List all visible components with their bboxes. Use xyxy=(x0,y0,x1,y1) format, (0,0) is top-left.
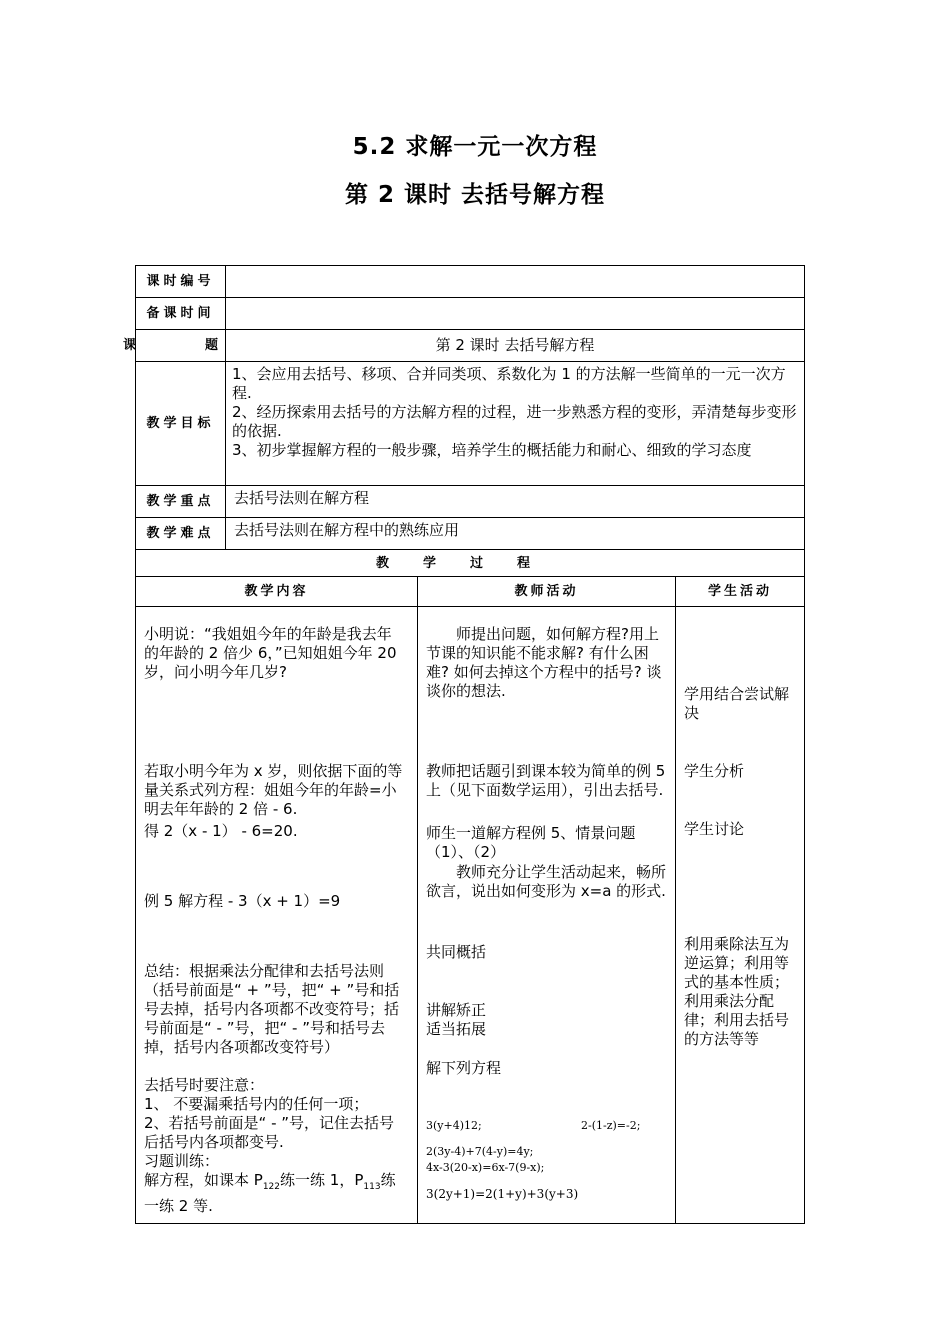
content-summary: 总结：根据乘法分配律和去括号法则（括号前面是“ + ”号，把“ + ”号和括号去掉，括号内各项都不改变符号；括号前面是“ - ”号，把“ - ”号和括号去掉，括号内各项都改变符号） xyxy=(144,962,400,1056)
teacher-extend: 适当拓展 xyxy=(426,1020,487,1038)
exercise-text-a: 解方程，如课本 P xyxy=(144,1171,263,1189)
col-header-content: 教学内容 xyxy=(135,576,418,607)
teacher-correct: 讲解矫正 xyxy=(426,1001,487,1019)
exercise-page-1: 122 xyxy=(262,1182,281,1192)
col-header-student: 学生活动 xyxy=(675,576,805,607)
content-note-2: 2、若括号前面是“ - ”号，记住去括号后括号内各项都变号. xyxy=(144,1114,395,1151)
student-methods: 利用乘除法互为逆运算；利用等式的基本性质；利用乘法分配律；利用去括号的方法等等 xyxy=(684,935,790,1048)
content-setup: 若取小明今年为 x 岁，则依据下面的等量关系式列方程：姐姐今年的年龄=小明去年年龄的 2 倍 - 6. xyxy=(144,762,403,818)
process-header: 教学过程 xyxy=(135,549,805,577)
value-goals xyxy=(225,361,805,486)
value-prep-time xyxy=(225,297,805,330)
label-prep-time: 备课时间 xyxy=(135,297,226,330)
teacher-question: 师提出问题，如何解方程?用上节课的知识能不能求解? 有什么困难? 如何去掉这个方程中的括号? 谈谈你的想法. xyxy=(426,625,662,700)
teacher-summarize: 共同概括 xyxy=(426,943,487,961)
exercise-text-b: 练一练 1，P xyxy=(280,1171,364,1189)
student-analyze: 学生分析 xyxy=(684,762,745,780)
goal-2: 2、经历探索用去括号的方法解方程的过程，进一步熟悉方程的变形，弄清楚每步变形的依据. xyxy=(232,403,797,440)
teacher-intro: 教师把话题引到课本较为简单的例 5 上（见下面数学运用），引出去括号. xyxy=(426,762,666,799)
content-notes-title: 去括号时要注意： xyxy=(144,1076,265,1094)
document-subtitle: 第 2 课时 去括号解方程 xyxy=(344,182,606,208)
label-topic: 课 题 xyxy=(135,329,226,362)
cell-content xyxy=(135,606,418,1224)
teacher-activity: 教师充分让学生活动起来，畅所欲言，说出如何变形为 x=a 的形式. xyxy=(426,863,667,900)
label-lesson-no: 课时编号 xyxy=(135,265,226,298)
content-problem: 小明说：“我姐姐今年的年龄是我去年的年龄的 2 倍少 6，”已知姐姐今年 20 岁，问小明今年几岁? xyxy=(144,625,397,681)
document-title: 5.2 求解一元一次方程 xyxy=(352,134,598,160)
equation-2: 2-(1-z)=-2; xyxy=(581,1119,641,1132)
value-topic: 第 2 课时 去括号解方程 xyxy=(225,329,805,362)
equation-5: 3(2y+1)=2(1+y)+3(y+3) xyxy=(426,1187,579,1201)
exercise-page-2: 113 xyxy=(363,1182,381,1192)
cell-student xyxy=(675,606,805,1224)
value-key: 去括号法则在解方程 xyxy=(225,485,805,518)
equation-3: 2(3y-4)+7(4-y)=4y; xyxy=(426,1145,534,1158)
goal-1: 1、会应用去括号、移项、合并同类项、系数化为 1 的方法解一些简单的一元一次方程. xyxy=(232,365,786,402)
equation-1: 3(y+4)12; xyxy=(426,1119,482,1132)
cell-teacher xyxy=(417,606,676,1224)
content-equation: 得 2（x - 1） - 6=20. xyxy=(144,822,298,840)
content-note-1: 1、 不要漏乘括号内的任何一项； xyxy=(144,1095,369,1113)
teacher-together: 师生一道解方程例 5、情景问题（1）、（2） xyxy=(426,824,636,861)
label-goals: 教学目标 xyxy=(135,361,226,486)
student-try: 学用结合尝试解决 xyxy=(684,685,790,722)
equation-4: 4x-3(20-x)=6x-7(9-x); xyxy=(426,1161,545,1174)
label-difficulty: 教学难点 xyxy=(135,517,226,550)
content-exercise-title: 习题训练： xyxy=(144,1152,220,1170)
goal-3: 3、初步掌握解方程的一般步骤，培养学生的概括能力和耐心、细致的学习态度 xyxy=(232,441,752,459)
content-exercise xyxy=(144,1171,406,1216)
value-difficulty: 去括号法则在解方程中的熟练应用 xyxy=(225,517,805,550)
student-discuss: 学生讨论 xyxy=(684,820,745,838)
content-example: 例 5 解方程 - 3（x + 1）=9 xyxy=(144,892,341,910)
teacher-solve: 解下列方程 xyxy=(426,1059,502,1077)
col-header-teacher: 教师活动 xyxy=(417,576,676,607)
exercise-text-c: 练一练 2 等. xyxy=(144,1171,396,1215)
label-key: 教学重点 xyxy=(135,485,226,518)
value-lesson-no xyxy=(225,265,805,298)
